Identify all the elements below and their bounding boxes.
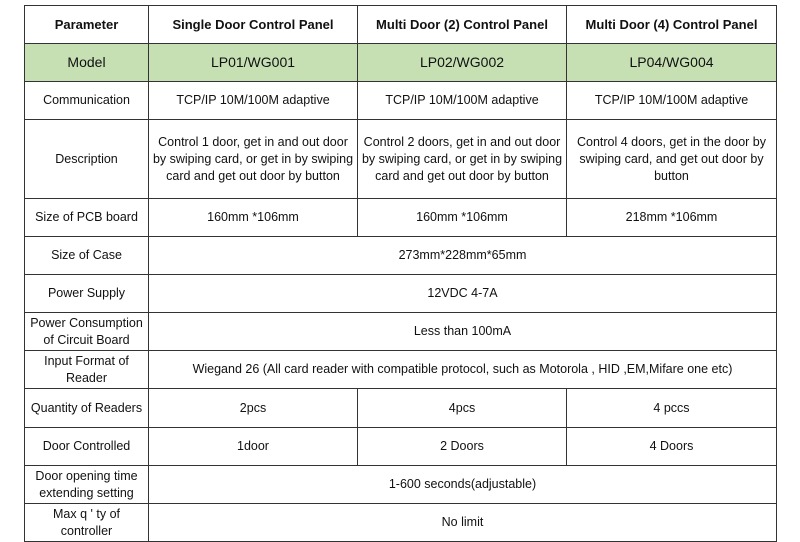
header-parameter: Parameter — [25, 6, 149, 44]
table-row-description — [25, 120, 777, 199]
row-label-communication: Communication — [25, 82, 149, 120]
cell-case-size: 273mm*228mm*65mm — [149, 237, 777, 275]
header-multi-door-2: Multi Door (2) Control Panel — [358, 6, 567, 44]
cell-description-single: Control 1 door, get in and out door by swiping card, or get in by swiping card and get out door by button — [149, 120, 358, 199]
cell-pcb-size-multi2: 160mm *106mm — [358, 199, 567, 237]
row-label-door-controlled: Door Controlled — [25, 428, 149, 466]
table-row-door-open-time — [25, 466, 777, 504]
cell-communication-multi4: TCP/IP 10M/100M adaptive — [567, 82, 777, 120]
table-row-model — [25, 44, 777, 82]
row-label-description: Description — [25, 120, 149, 199]
row-label-pcb-size: Size of PCB board — [25, 199, 149, 237]
cell-readers-qty-multi4: 4 pccs — [567, 389, 777, 428]
table-row-readers-qty — [25, 389, 777, 428]
row-label-power-supply: Power Supply — [25, 275, 149, 313]
table-row-door-controlled — [25, 428, 777, 466]
cell-description-multi4: Control 4 doors, get in the door by swiping card, and get out door by button — [567, 120, 777, 199]
cell-description-multi2: Control 2 doors, get in and out door by swiping card, or get in by swiping card and get out door by button — [358, 120, 567, 199]
cell-communication-single: TCP/IP 10M/100M adaptive — [149, 82, 358, 120]
row-label-readers-qty: Quantity of Readers — [25, 389, 149, 428]
header-row — [25, 6, 777, 44]
row-label-input-format: Input Format of Reader — [25, 351, 149, 389]
table-row-power-consumption — [25, 313, 777, 351]
table-row-max-qty — [25, 504, 777, 542]
table-row-case-size — [25, 237, 777, 275]
cell-door-controlled-multi4: 4 Doors — [567, 428, 777, 466]
header-multi-door-4: Multi Door (4) Control Panel — [567, 6, 777, 44]
cell-door-controlled-single: 1door — [149, 428, 358, 466]
cell-input-format: Wiegand 26 (All card reader with compatible protocol, such as Motorola , HID ,EM,Mifare one etc) — [149, 351, 777, 389]
cell-model-single: LP01/WG001 — [149, 44, 358, 82]
table-row-power-supply — [25, 275, 777, 313]
table-row-pcb-size — [25, 199, 777, 237]
table-row-input-format — [25, 351, 777, 389]
table-row-communication — [25, 82, 777, 120]
cell-readers-qty-single: 2pcs — [149, 389, 358, 428]
cell-door-controlled-multi2: 2 Doors — [358, 428, 567, 466]
cell-model-multi2: LP02/WG002 — [358, 44, 567, 82]
cell-communication-multi2: TCP/IP 10M/100M adaptive — [358, 82, 567, 120]
cell-max-qty: No limit — [149, 504, 777, 542]
cell-model-multi4: LP04/WG004 — [567, 44, 777, 82]
row-label-model: Model — [25, 44, 149, 82]
row-label-power-consumption: Power Consumption of Circuit Board — [25, 313, 149, 351]
spec-table — [24, 5, 777, 542]
cell-door-open-time: 1-600 seconds(adjustable) — [149, 466, 777, 504]
row-label-max-qty: Max q ' ty of controller — [25, 504, 149, 542]
cell-pcb-size-multi4: 218mm *106mm — [567, 199, 777, 237]
cell-pcb-size-single: 160mm *106mm — [149, 199, 358, 237]
row-label-door-open-time: Door opening time extending setting — [25, 466, 149, 504]
row-label-case-size: Size of Case — [25, 237, 149, 275]
cell-power-supply: 12VDC 4-7A — [149, 275, 777, 313]
cell-readers-qty-multi2: 4pcs — [358, 389, 567, 428]
header-single-door: Single Door Control Panel — [149, 6, 358, 44]
cell-power-consumption: Less than 100mA — [149, 313, 777, 351]
